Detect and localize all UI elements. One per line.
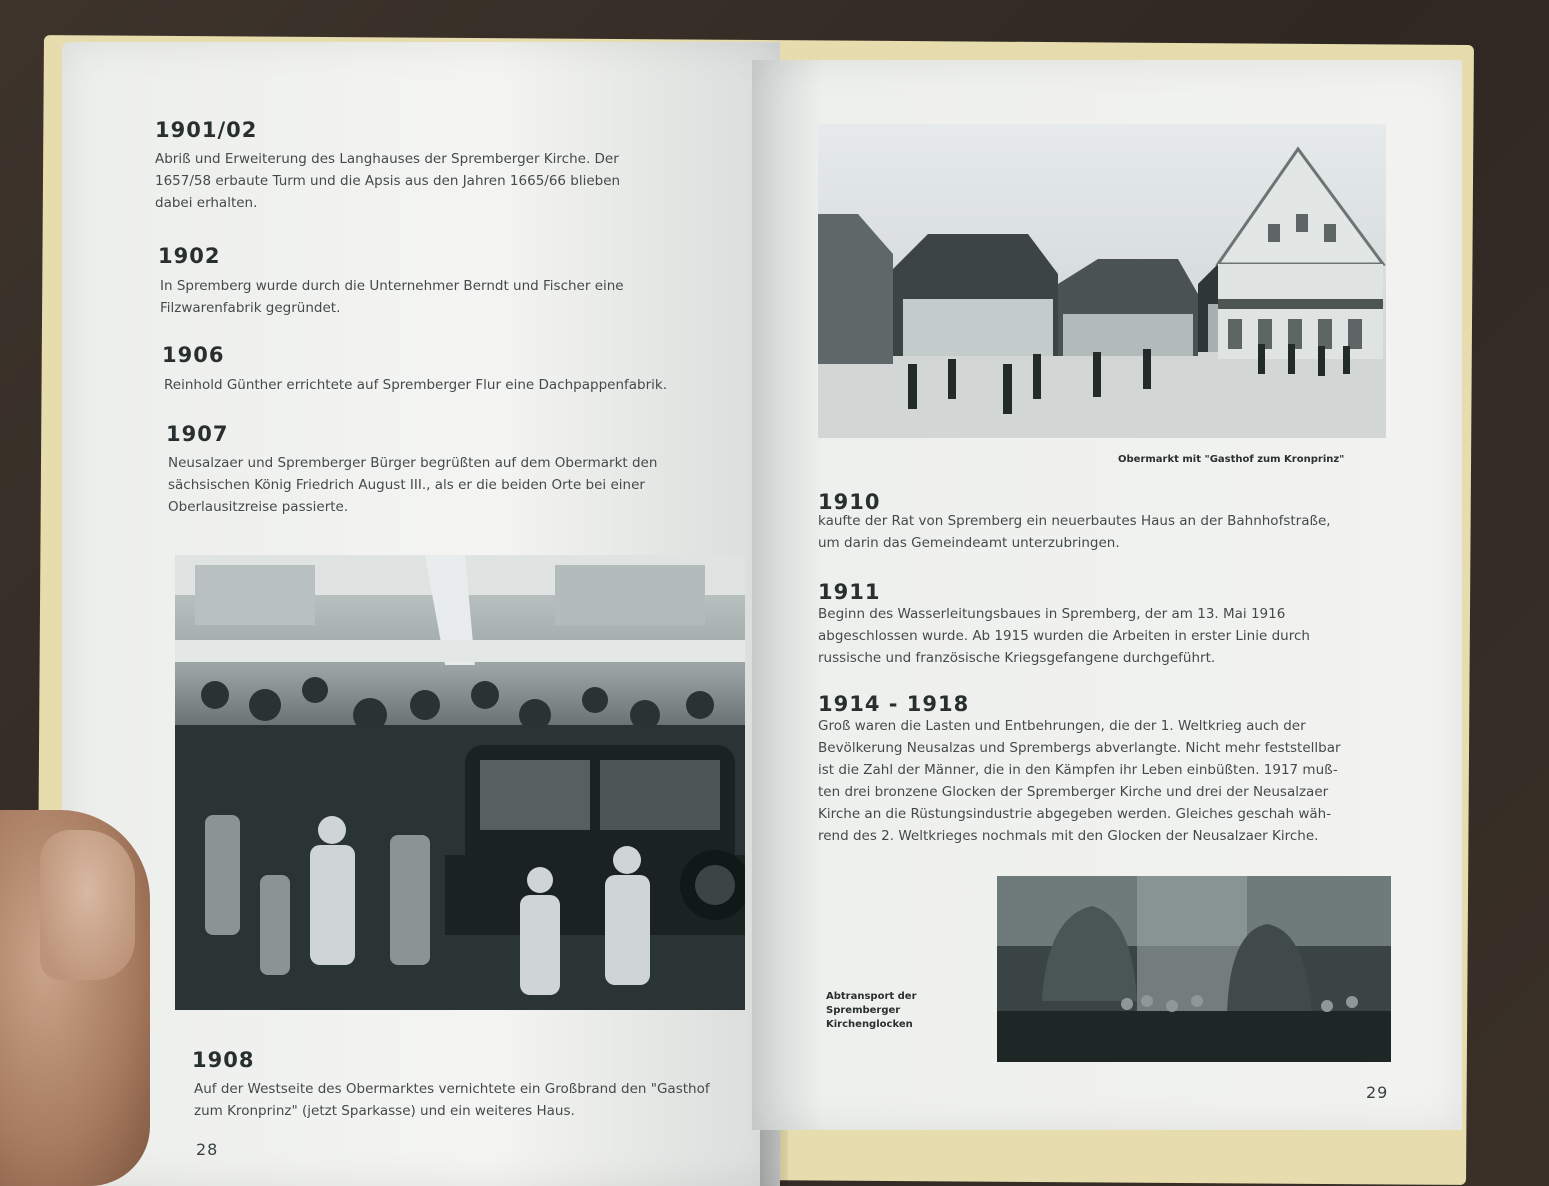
entry-text-1907: Neusalzaer und Spremberger Bürger begrüßten auf dem Obermarkt den sächsischen König Friedrich August III., als er die beiden Orte bei einer Oberlausitzreise passierte. [168, 455, 658, 515]
entry-year-1902: 1902 [158, 244, 221, 268]
entry-year-1908: 1908 [192, 1048, 255, 1072]
caption-bells: Abtransport der Spremberger Kirchenglocken [826, 991, 917, 1030]
photo-king-visit [175, 555, 745, 1010]
entry-text-1906: Reinhold Günther errichtete auf Spremberger Flur eine Dachpappenfabrik. [164, 377, 668, 393]
caption-obermarkt: Obermarkt mit "Gasthof zum Kronprinz" [1118, 454, 1345, 465]
page-number-right: 29 [1366, 1083, 1389, 1102]
entry-text-1911: Beginn des Wasserleitungsbaues in Spremberg, der am 13. Mai 1916 abgeschlossen wurde. Ab 1915 wurden die Arbeiten in erster Linie durch russische und französische Kriegsgefangene durchgeführt. [818, 606, 1310, 666]
photo-king-visit-image [175, 555, 745, 1010]
entry-text-1914: Groß waren die Lasten und Entbehrungen, die der 1. Weltkrieg auch der Bevölkerung Neusalzas und Sprembergs abverlangte. Nicht mehr feststellbar ist die Zahl der Männer, die in den Kämpfen ihr Leben einbüßten. 1917 muß- ten drei bronzene Glocken der Spremberger Kirche und drei der Neusalzaer Kirche an die Rüstungsindustrie abgegeben werden. Gleiches geschah wäh- rend des 2. Weltkrieges nochmals mit den Glocken der Neusalzaer Kirche. [818, 718, 1341, 844]
photo-obermarkt-image [818, 124, 1386, 438]
photo-bells-image [997, 876, 1391, 1062]
page-number-left: 28 [196, 1140, 219, 1159]
entry-text-1901: Abriß und Erweiterung des Langhauses der Spremberger Kirche. Der 1657/58 erbaute Turm und die Apsis aus den Jahren 1665/66 blieben dabei erhalten. [155, 151, 621, 211]
entry-text-1902: In Spremberg wurde durch die Unternehmer Berndt und Fischer eine Filzwarenfabrik gegründet. [160, 278, 624, 316]
entry-year-1911: 1911 [818, 580, 881, 604]
photo-obermarkt [818, 124, 1386, 438]
photo-bells [997, 876, 1391, 1062]
entry-year-1907: 1907 [166, 422, 229, 446]
entry-text-1910: kaufte der Rat von Spremberg ein neuerbautes Haus an der Bahnhofstraße, um darin das Gemeindeamt unterzubringen. [818, 513, 1331, 551]
entry-year-1910: 1910 [818, 490, 881, 514]
entry-year-1914: 1914 - 1918 [818, 692, 970, 716]
thumbnail-nail [40, 830, 135, 980]
entry-year-1901: 1901/02 [155, 118, 258, 142]
entry-text-1908: Auf der Westseite des Obermarktes vernichtete ein Großbrand den "Gasthof zum Kronprinz" (jetzt Sparkasse) und ein weiteres Haus. [194, 1081, 710, 1119]
entry-year-1906: 1906 [162, 343, 225, 367]
